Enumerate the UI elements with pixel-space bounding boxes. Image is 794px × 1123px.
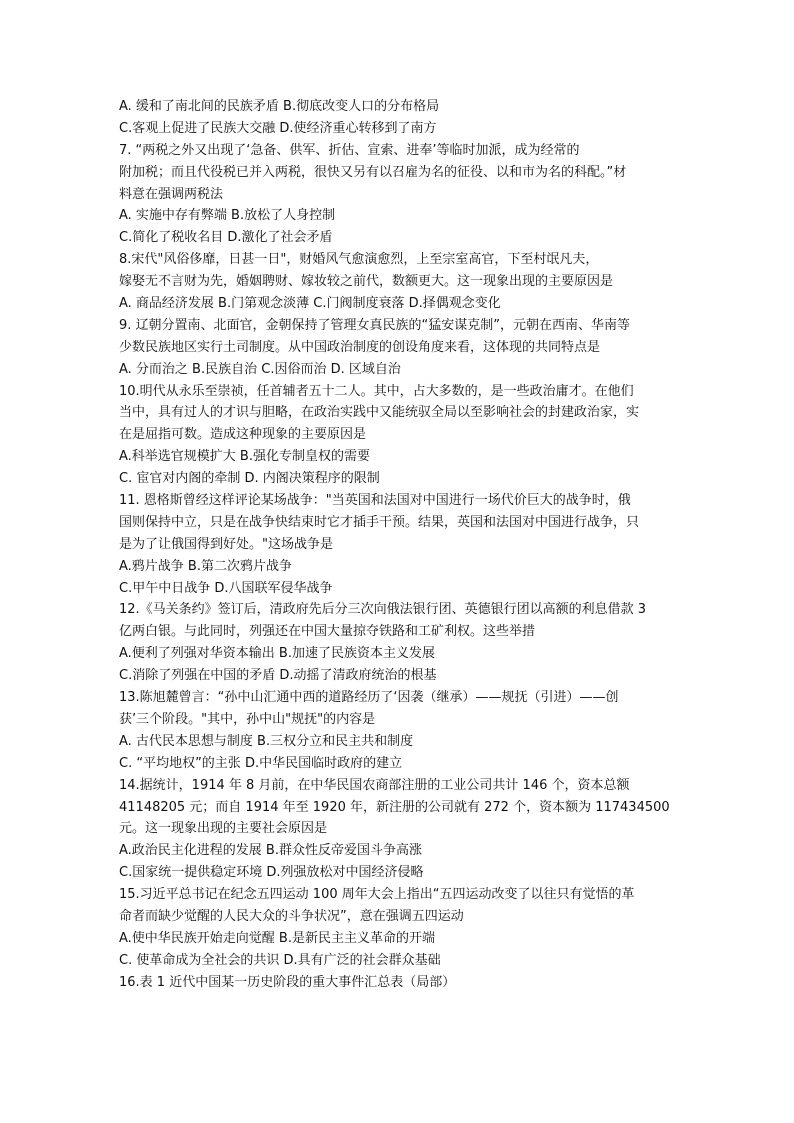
- text-line: 命者而缺少觉醒的人民大众的斗争状况”，意在强调五四运动: [119, 908, 464, 924]
- text-line: A. 实施中存有弊端 B.放松了人身控制: [119, 208, 336, 224]
- text-line: 当中，具有过人的才识与胆略，在政治实践中又能统驭全局以至影响社会的封建政治家，实: [119, 405, 640, 421]
- text-line: C. “平均地权”的主张 D.中华民国临时政府的建立: [119, 755, 403, 771]
- text-line: C. 使革命成为全社会的共识 D.具有广泛的社会群众基础: [119, 952, 441, 968]
- text-line: 料意在强调两税法: [119, 186, 224, 202]
- text-line: C. 宦官对内阁的牵制 D. 内阁决策程序的限制: [119, 471, 380, 487]
- text-line: 在是屈指可数。造成这种现象的主要原因是: [119, 427, 367, 443]
- text-line: A. 商品经济发展 B.门第观念淡薄 C.门阀制度衰落 D.择偶观念变化: [119, 296, 501, 312]
- text-line: 亿两白银。与此同时，列强还在中国大量掠夺铁路和工矿利权。这些举措: [119, 624, 536, 640]
- text-line: 嫁娶无不言财为先，婚姻聘财、嫁妆较之前代，数额更大。这一现象出现的主要原因是: [119, 274, 614, 290]
- text-line: C.简化了税收名目 D.激化了社会矛盾: [119, 230, 333, 246]
- text-line: 16.表 1 近代中国某一历史阶段的重大事件汇总表（局部）: [119, 974, 456, 990]
- text-line: A.使中华民族开始走向觉醒 B.是新民主主义革命的开端: [119, 930, 435, 946]
- text-line: 9. 辽朝分置南、北面官，金朝保持了管理女真民族的“猛安谋克制”，元朝在西南、华南等: [119, 317, 631, 333]
- question-text-block: [119, 96, 679, 994]
- text-line: C.客观上促进了民族大交融 D.使经济重心转移到了南方: [119, 120, 437, 136]
- text-line: A. 缓和了南北间的民族矛盾 B.彻底改变人口的分布格局: [119, 99, 440, 114]
- text-line: 41148205 元；而自 1914 年至 1920 年，新注册的公司就有 272 个，资本额为 117434500: [119, 799, 670, 815]
- text-line: 10.明代从永乐至崇祯，任首辅者五十二人。其中，占大多数的，是一些政治庸才。在他们: [119, 383, 634, 399]
- text-line: 国则保持中立，只是在战争快结束时它才插手干预。结果，英国和法国对中国进行战争，只: [119, 514, 640, 530]
- text-line: 元。这一现象出现的主要社会原因是: [119, 821, 328, 837]
- text-line: C.国家统一提供稳定环境 D.列强放松对中国经济侵略: [119, 865, 424, 881]
- text-line: A.政治民主化进程的发展 B.群众性反帝爱国斗争高涨: [119, 843, 422, 859]
- text-line: 获’三个阶段。"其中，孙中山"规抚"的内容是: [119, 711, 376, 727]
- text-line: A.鸦片战争 B.第二次鸦片战争: [119, 558, 292, 574]
- text-line: A.便利了列强对华资本输出 B.加速了民族资本主义发展: [119, 646, 435, 662]
- text-line: C.消除了列强在中国的矛盾 D.动摇了清政府统治的根基: [119, 668, 437, 684]
- text-line: A.科举选官规模扩大 B.强化专制皇权的需要: [119, 449, 370, 465]
- text-line: 8.宋代"风俗侈靡，日甚一日"，财婚风气愈演愈烈，上至宗室高官，下至村氓凡夫，: [119, 252, 599, 268]
- text-line: 13.陈旭麓曾言：“孙中山汇通中西的道路经历了‘因袭（继承）——规抚（引进）——创: [119, 690, 619, 706]
- text-line: 11. 恩格斯曾经这样评论某场战争："当英国和法国对中国进行一场代价巨大的战争时，俄: [119, 493, 631, 509]
- text-line: 15.习近平总书记在纪念五四运动 100 周年大会上指出“五四运动改变了以往只有觉悟的革: [119, 887, 635, 903]
- text-line: 附加税；而且代役税已并入两税，很快又另有以召雇为名的征役、以和市为名的科配。”材: [119, 164, 627, 180]
- text-line: C.甲午中日战争 D.八国联军侵华战争: [119, 580, 333, 596]
- text-line: 少数民族地区实行土司制度。从中国政治制度的创设角度来看，这体现的共同特点是: [119, 339, 601, 355]
- text-line: 14.据统计，1914 年 8 月前，在中华民国农商部注册的工业公司共计 146 个，资本总额: [119, 777, 630, 793]
- text-line: 是为了让俄国得到好处。"这场战争是: [119, 536, 333, 552]
- text-line: A. 古代民本思想与制度 B.三权分立和民主共和制度: [119, 733, 414, 749]
- text-line: 12.《马关条约》签订后，清政府先后分三次向俄法银行团、英德银行团以高额的利息借款 3: [119, 602, 647, 618]
- text-line: A. 分而治之 B.民族自治 C.因俗而治 D. 区域自治: [119, 361, 401, 377]
- text-line: 7. “两税之外又出现了‘急备、供军、折估、宣索、进奉’等临时加派，成为经常的: [119, 142, 580, 158]
